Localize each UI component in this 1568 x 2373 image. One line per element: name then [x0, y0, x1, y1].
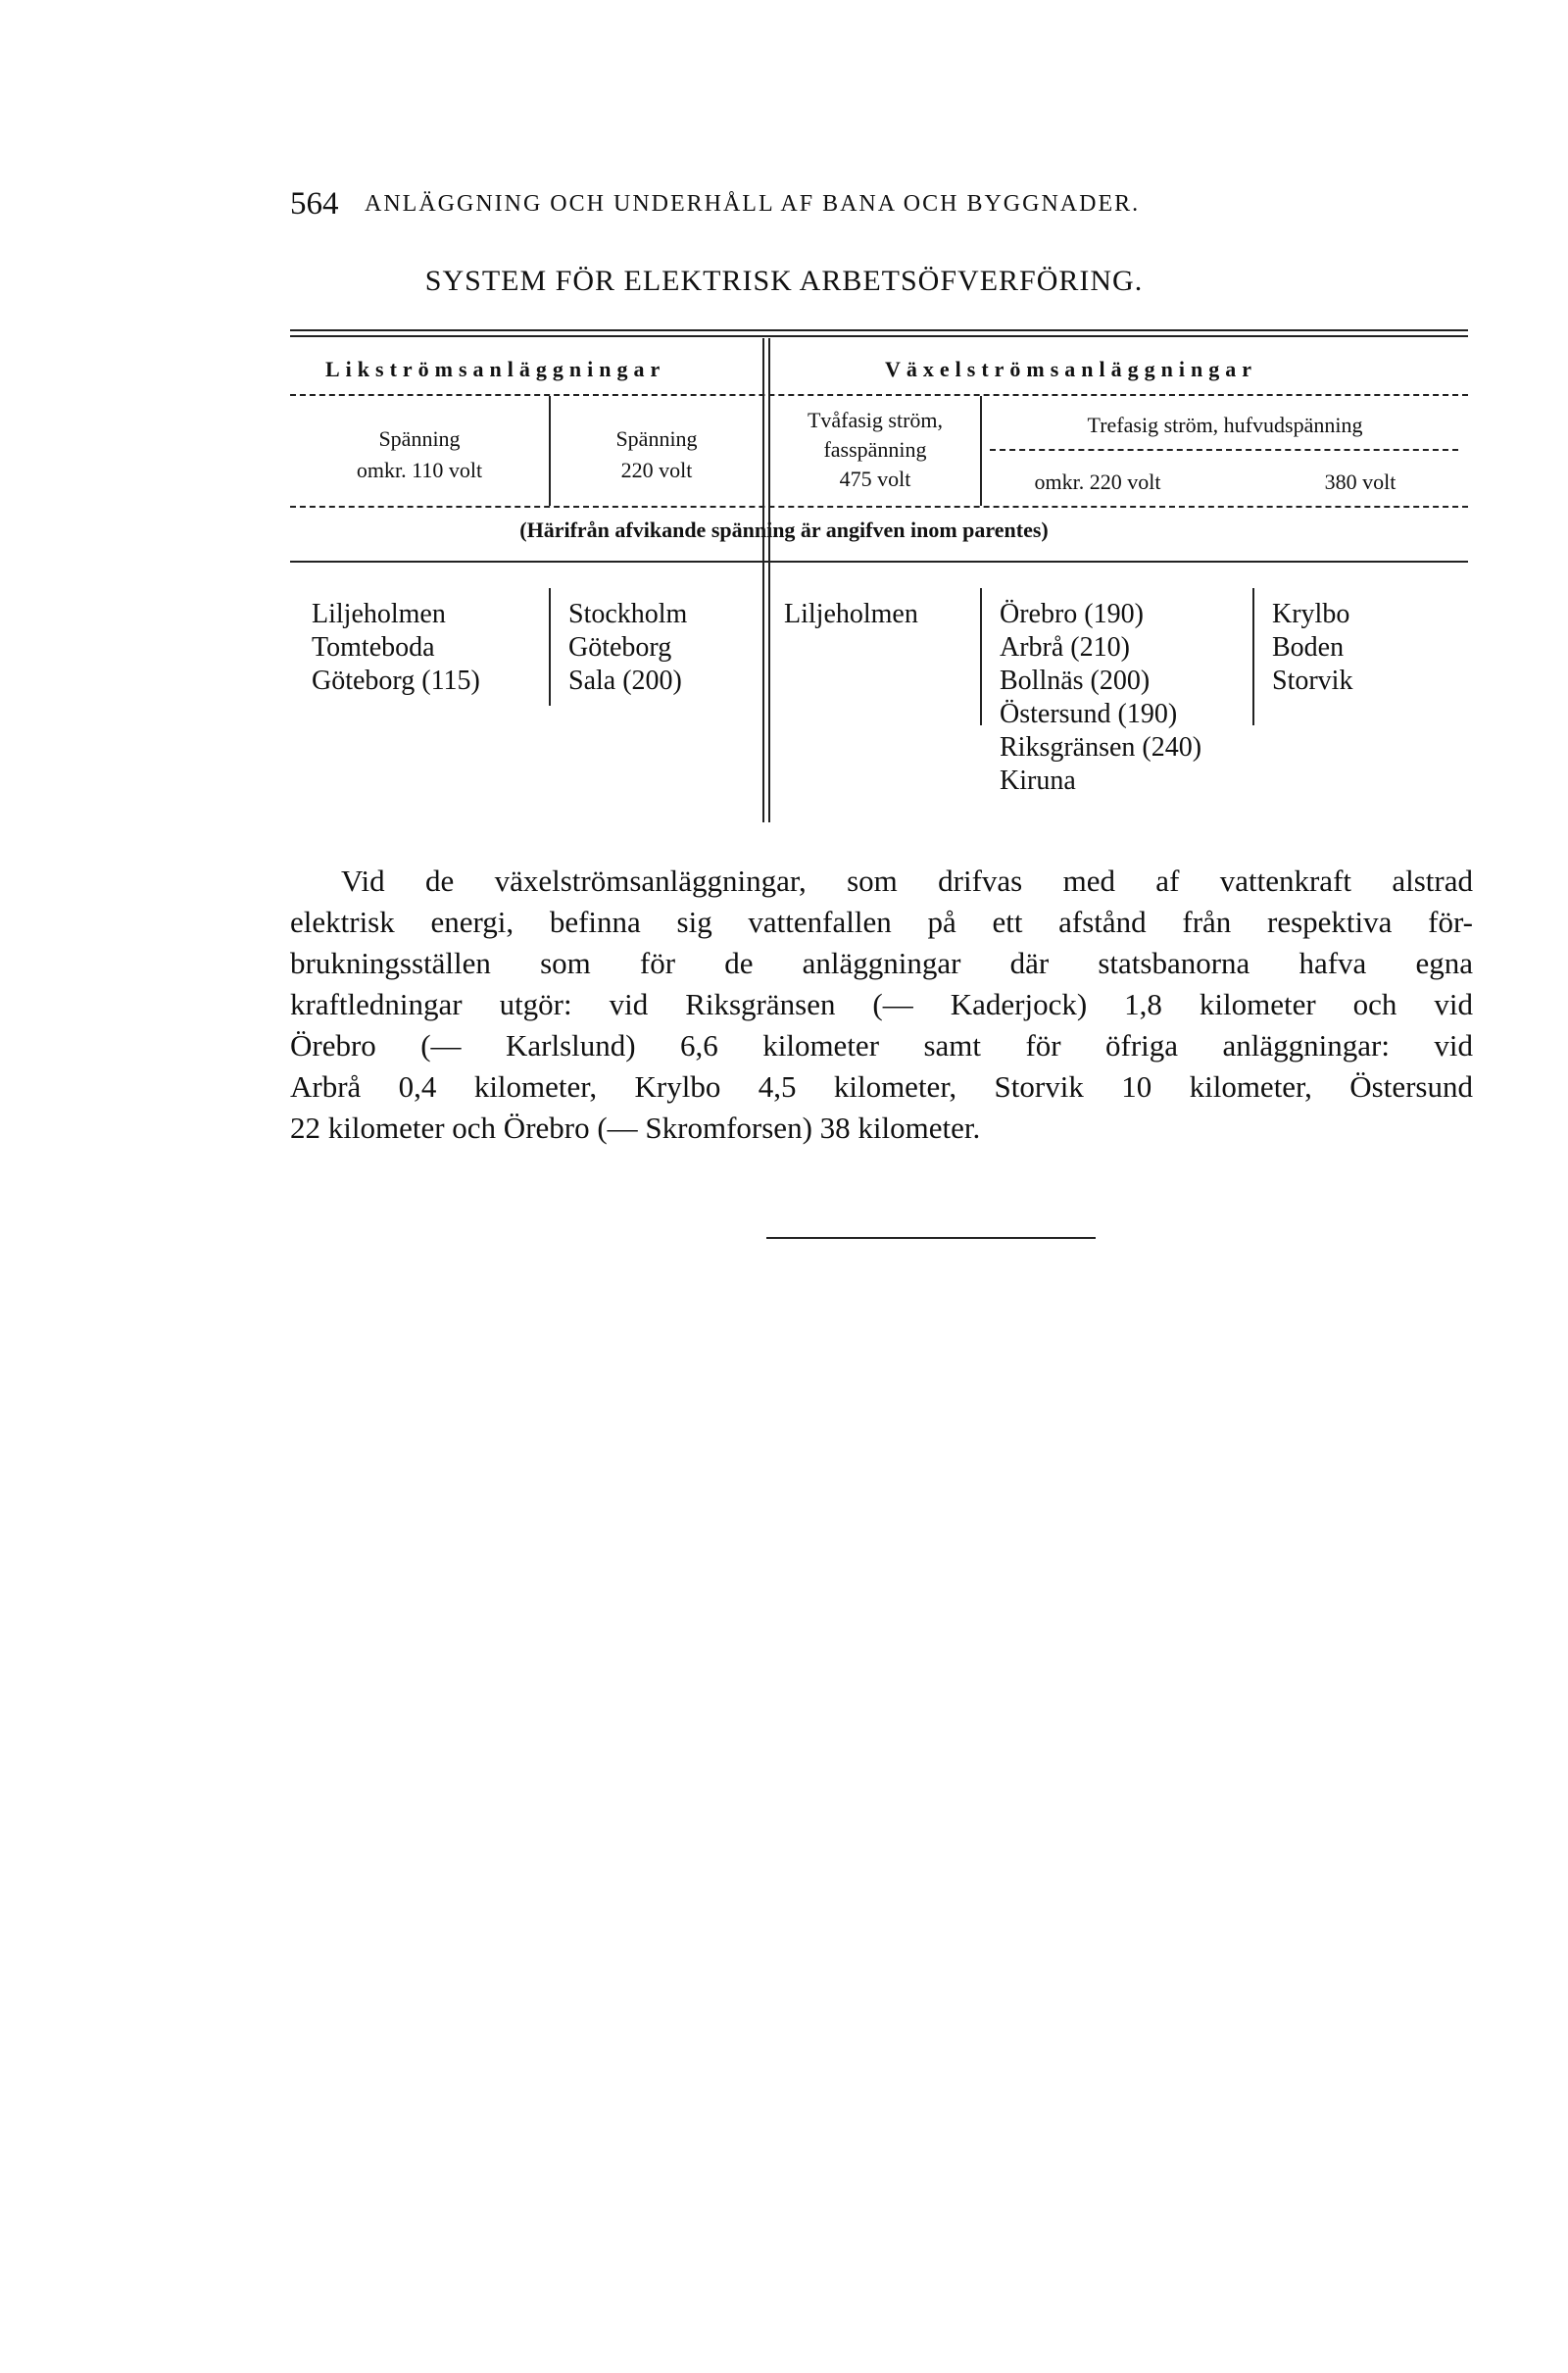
- list-item: Sala (200): [568, 666, 682, 696]
- paragraph-line: brukningsställen som för de anläggningar där statsbanorna hafva egna: [290, 946, 1473, 980]
- header-bottom-rule: [290, 506, 1468, 508]
- ac-two-phase-line2: fasspänning: [823, 437, 927, 462]
- table-divider: [762, 338, 764, 822]
- body-divider-1: [549, 588, 551, 706]
- body-divider-4: [1252, 588, 1254, 725]
- table-note: (Härifrån afvikande spänning är angifven inom parentes): [519, 518, 1049, 542]
- ac-two-phase-line1: Tvåfasig ström,: [807, 408, 944, 432]
- table-top-rule-2: [290, 335, 1468, 337]
- ac-two-phase-header: [770, 406, 980, 494]
- dc-heading: Likströmsanläggningar: [325, 357, 666, 381]
- dc-110-list: [312, 598, 480, 698]
- list-item: Bollnäs (200): [1000, 666, 1151, 696]
- paragraph-line: Örebro (— Karlslund) 6,6 kilometer samt för öfriga anläggningar: vid: [290, 1028, 1473, 1063]
- dc-220-value: 220 volt: [620, 458, 693, 482]
- list-item: Östersund (190): [1000, 699, 1178, 729]
- list-item: Göteborg (115): [312, 666, 480, 696]
- list-item: Riksgränsen (240): [1000, 732, 1202, 763]
- dc-220-list: [568, 598, 687, 698]
- ac-two-phase-list: [784, 598, 918, 631]
- ac-heading: Växelströmsanläggningar: [885, 357, 1257, 381]
- ac-three-phase-heading: Trefasig ström, hufvudspänning: [1087, 413, 1363, 437]
- dc-220-label: Spänning: [615, 426, 698, 451]
- list-item: Göteborg: [568, 632, 672, 663]
- paragraph-line: kraftledningar utgör: vid Riksgränsen (— Kaderjock) 1,8 kilometer och vid: [290, 987, 1473, 1021]
- paragraph-line: 22 kilometer och Örebro (— Skromforsen) 38 kilometer.: [290, 1111, 981, 1145]
- list-item: Storvik: [1272, 666, 1353, 696]
- paragraph-line: elektrisk energi, befinna sig vattenfallen på ett afstånd från respektiva för-: [290, 905, 1473, 939]
- dc-110-value: omkr. 110 volt: [356, 458, 483, 482]
- body-divider-3: [980, 588, 982, 725]
- note-rule: [290, 561, 1468, 563]
- list-item: Kiruna: [1000, 766, 1076, 796]
- list-item: Boden: [1272, 632, 1345, 663]
- list-item: Liljeholmen: [312, 599, 446, 629]
- body-paragraph: [290, 861, 1473, 1149]
- dc-220-header: [551, 423, 762, 486]
- ac-two-phase-line3: 475 volt: [839, 467, 911, 491]
- heading-rule: [290, 394, 1468, 396]
- list-item: Liljeholmen: [784, 599, 918, 629]
- dc-110-header: [290, 423, 549, 486]
- end-rule: [766, 1237, 1096, 1239]
- list-item: Stockholm: [568, 599, 688, 629]
- list-item: Arbrå (210): [1000, 632, 1130, 663]
- list-item: Tomteboda: [312, 632, 435, 663]
- ac-three-phase-rule: [990, 449, 1458, 451]
- paragraph-line: Vid de växelströmsanläggningar, som drifvas med af vattenkraft alstrad: [341, 864, 1473, 898]
- ac-three-380-list: [1272, 598, 1352, 698]
- ac-three-220-list: [1000, 598, 1201, 798]
- ac-three-380-header: 380 volt: [1324, 470, 1396, 494]
- list-item: Krylbo: [1272, 599, 1350, 629]
- page-number: 564: [290, 186, 339, 222]
- ac-three-220-header: omkr. 220 volt: [1034, 470, 1161, 494]
- table-top-rule: [290, 329, 1468, 331]
- paragraph-line: Arbrå 0,4 kilometer, Krylbo 4,5 kilometer, Storvik 10 kilometer, Östersund: [290, 1069, 1473, 1104]
- section-title: SYSTEM FÖR ELEKTRISK ARBETSÖFVERFÖRING.: [424, 265, 1144, 297]
- list-item: Örebro (190): [1000, 599, 1144, 629]
- dc-110-label: Spänning: [378, 426, 461, 451]
- running-title: ANLÄGGNING OCH UNDERHÅLL AF BANA OCH BYGGNADER.: [365, 191, 1141, 217]
